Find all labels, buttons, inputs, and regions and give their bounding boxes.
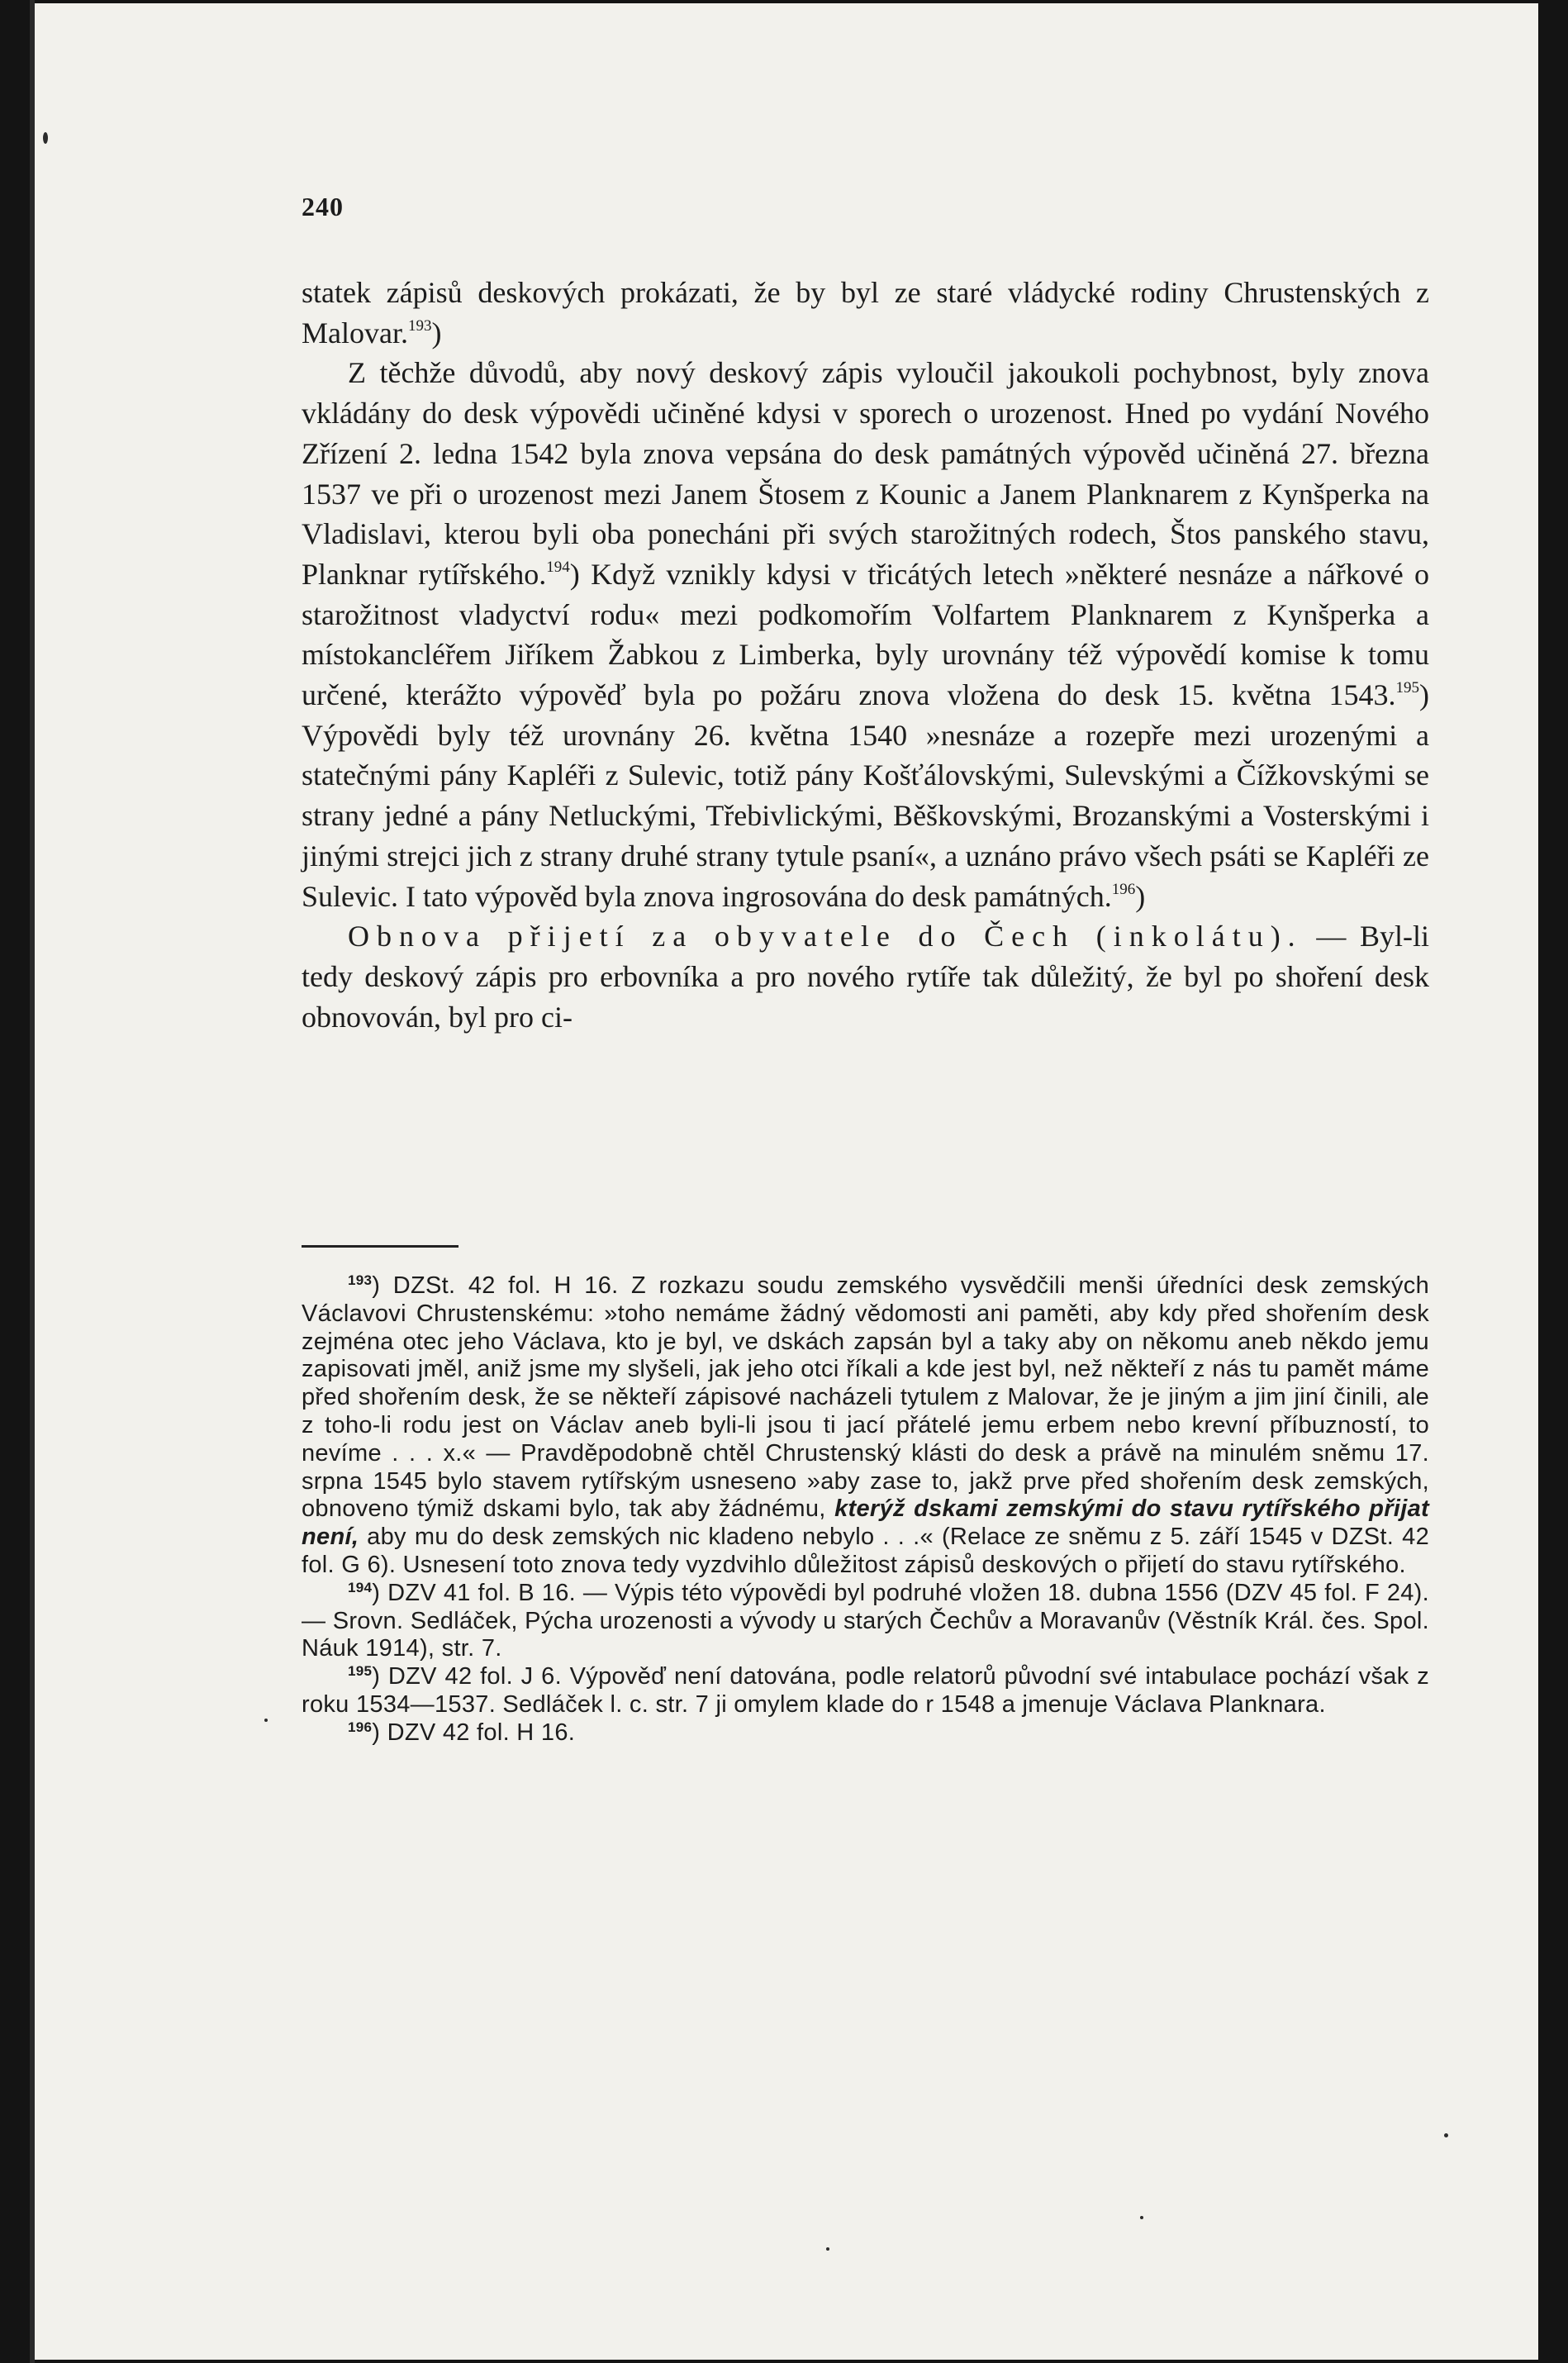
footnote-text: ) DZV 42 fol. H 16. bbox=[372, 1719, 576, 1746]
paragraph-3 bbox=[302, 916, 1429, 1037]
page-number: 240 bbox=[302, 192, 344, 221]
footnote-number: 196 bbox=[348, 1719, 373, 1735]
scan-speck bbox=[43, 132, 48, 144]
footnote-text: ) DZV 41 fol. B 16. — Výpis této výpovědi byl podruhé vložen 18. dubna 1556 (DZV 45 fol. F 24). — Srovn. Sedláček, Pýcha urozenosti a vývody u starých Čechův a Moravanův (Věstník Král. čes. Spol. Náuk 1914), str. 7. bbox=[302, 1579, 1429, 1662]
paragraph-1 bbox=[302, 273, 1429, 353]
footnote-ref[interactable]: 196 bbox=[1111, 880, 1136, 898]
paragraph-text: ) Výpovědi byly též urovnány 26. května 1540 »nesnáze a rozepře mezi urozenými a statečnými pány Kapléři z Sulevic, totiž pány Košťálovskými, Sulevskými a Čížkovskými se strany jedné a pány Netluckými, Třebivlickými, Běškovskými, Brozanskými a Vosterskými i jinými strejci jich z strany druhé strany tytule psaní«, a uznáno právo všech psáti se Kapléři ze Sulevic. I tato výpověd byla znova ingrosována do desk památných. bbox=[302, 678, 1429, 913]
footnote-number: 194 bbox=[348, 1579, 373, 1595]
footnote-196 bbox=[302, 1719, 1429, 1747]
scan-speck bbox=[1140, 2216, 1143, 2219]
scan-speck bbox=[264, 1719, 268, 1722]
footnote-emphasis: kterýž dskami zemskými do stavu rytířského přijat není, bbox=[302, 1495, 1429, 1551]
scan-left-edge bbox=[30, 0, 35, 2363]
footnote-195 bbox=[302, 1663, 1429, 1719]
section-heading: Obnova přijetí za obyvatele do Čech (inkolátu). bbox=[348, 920, 1303, 953]
footnote-ref[interactable]: 194 bbox=[546, 558, 570, 576]
footnote-194 bbox=[302, 1580, 1429, 1663]
paragraph-text: statek zápisů deskových prokázati, že by byl ze staré vládycké rodiny Chrustenských z Malovar. bbox=[302, 276, 1429, 349]
paragraph-2 bbox=[302, 353, 1429, 916]
paragraph-text: ) bbox=[431, 316, 442, 349]
footnotes bbox=[302, 1272, 1429, 1747]
paragraph-text: Z těchže důvodů, aby nový deskový zápis vyloučil jakoukoli pochybnost, byly znova vkládány do desk výpovědi učiněné kdysi v sporech o urozenost. Hned po vydání Nového Zřízení 2. ledna 1542 byla znova vepsána do desk památných výpověd učiněná 27. března 1537 ve při o urozenost mezi Janem Štosem z Kounic a Janem Planknarem z Kynšperka na Vladislavi, kterou byli oba ponecháni při svých starožitných rodech, Štos panského stavu, Planknar rytířského. bbox=[302, 356, 1429, 591]
scan-speck bbox=[826, 2247, 829, 2251]
footnote-ref[interactable]: 195 bbox=[1395, 679, 1419, 697]
main-text bbox=[302, 273, 1429, 1037]
paragraph-text: — Byl-li tedy deskový zápis pro erbovníka a pro nového rytíře tak důležitý, že byl po shoření desk obnovován, byl pro ci- bbox=[302, 920, 1429, 1034]
paragraph-text: ) Když vznikly kdysi v třicátých letech »některé nesnáze a nářkové o starožitnost vladyctví rodu« mezi podkomořím Volfartem Planknarem z Kynšperka a místokancléřem Jiříkem Žabkou z Limberka, byly urovnány též výpovědí komise k tomu určené, kterážto výpověď byla po požáru znova vložena do desk 15. května 1543. bbox=[302, 557, 1430, 712]
footnote-separator bbox=[302, 1245, 459, 1248]
footnote-text: aby mu do desk zemských nic kladeno nebylo . . .« (Relace ze sněmu z 5. září 1545 v DZSt. 42 fol. G 6). Usnesení toto znova tedy vyzdvihlo důležitost zápisů deskových o přijetí do stavu rytířského. bbox=[302, 1524, 1429, 1578]
footnote-text: ) DZV 42 fol. J 6. Výpověď není datována, podle relatorů původní své intabulace pochází však z roku 1534—1537. Sedláček l. c. str. 7 ji omylem klade do r 1548 a jmenuje Václava Planknara. bbox=[302, 1663, 1429, 1718]
footnote-number: 195 bbox=[348, 1663, 373, 1680]
paragraph-text: ) bbox=[1135, 879, 1146, 913]
footnote-number: 193 bbox=[348, 1272, 373, 1288]
footnote-text: ) DZSt. 42 fol. H 16. Z rozkazu soudu zemského vysvědčili menši úředníci desk zemských Václavovi Chrustenskému: »toho nemáme žádný vědomosti ani paměti, aby kdy před shořením desk zejména otec jeho Václava, kto je byl, ve dskách zapsán byl a taky aby on někomu aneb někdo jemu zapisovati jměl, aniž jsme my slyšeli, jak jeho otci říkali a kde jest byl, než někteří z nás tu pamět máme před shořením desk, že se někteří zápisové nacházeli tytulem z Malovar, že je jiným a jim jiní činili, ale z toho-li rodu jest on Václav aneb byli-li jsou ti jací přátelé jemu erbem nebo krevní příbuzností, to nevíme . . . x.« — Pravděpodobně chtěl Chrustenský klásti do desk a právě na minulém sněmu 17. srpna 1545 bylo stavem rytířským usneseno »aby zase to, jakž prve před shořením desk zemských, obnoveno týmiž dskami bylo, tak aby žádnému, bbox=[302, 1272, 1429, 1523]
footnote-193 bbox=[302, 1272, 1429, 1580]
scan-speck bbox=[1444, 2133, 1448, 2137]
footnote-ref[interactable]: 193 bbox=[407, 316, 432, 335]
